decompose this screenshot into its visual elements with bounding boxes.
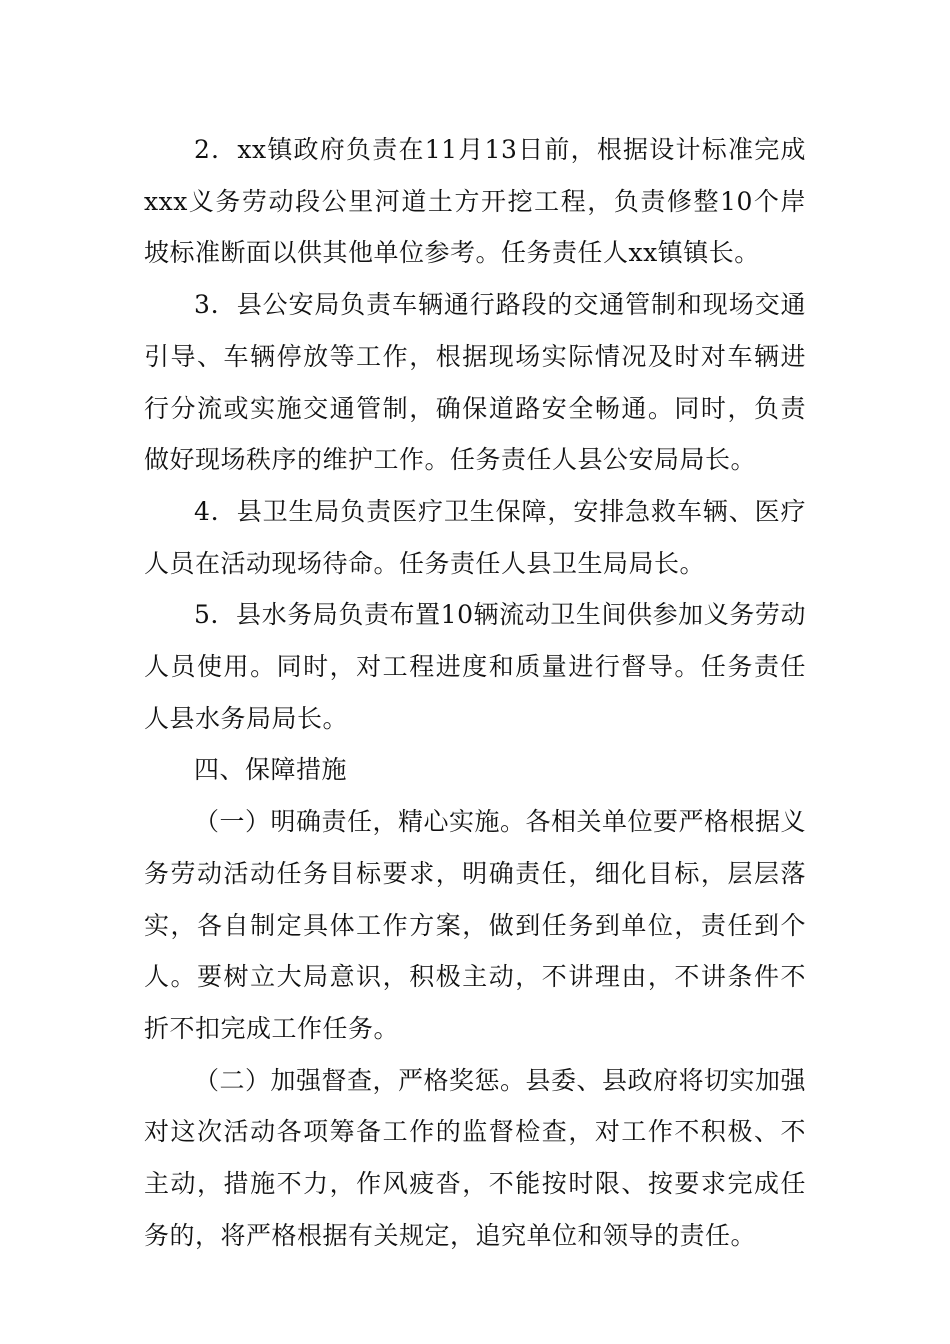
document-body — [144, 124, 806, 1261]
paragraph-item-2: 2．xx镇政府负责在11月13日前，根据设计标准完成xxx义务劳动段公里河道土方开挖工程，负责修整10个岸坡标准断面以供其他单位参考。任务责任人xx镇镇长。 — [144, 135, 806, 268]
measure-paragraph-2: （二）加强督查，严格奖惩。县委、县政府将切实加强对这次活动各项筹备工作的监督检查，对工作不积极、不主动，措施不力，作风疲沓，不能按时限、按要求完成任务的，将严格根据有关规定，追究单位和领导的责任。 — [144, 1065, 807, 1250]
section-heading: 四、保障措施 — [194, 755, 348, 785]
measure-paragraph-1: （一）明确责任，精心实施。各相关单位要严格根据义务劳动活动任务目标要求，明确责任，细化目标，层层落实，各自制定具体工作方案，做到任务到单位，责任到个人。要树立大局意识，积极主动，不讲理由，不讲条件不折不扣完成工作任务。 — [144, 807, 807, 1043]
paragraph-item-3: 3．县公安局负责车辆通行路段的交通管制和现场交通引导、车辆停放等工作，根据现场实际情况及时对车辆进行分流或实施交通管制，确保道路安全畅通。同时，负责做好现场秩序的维护工作。任务责任人县公安局局长。 — [144, 290, 806, 475]
paragraph-item-4: 4．县卫生局负责医疗卫生保障，安排急救车辆、医疗人员在活动现场待命。任务责任人县卫生局局长。 — [144, 496, 806, 578]
paragraph-item-5: 5．县水务局负责布置10辆流动卫生间供参加义务劳动人员使用。同时，对工程进度和质量进行督导。任务责任人县水务局局长。 — [144, 600, 806, 733]
